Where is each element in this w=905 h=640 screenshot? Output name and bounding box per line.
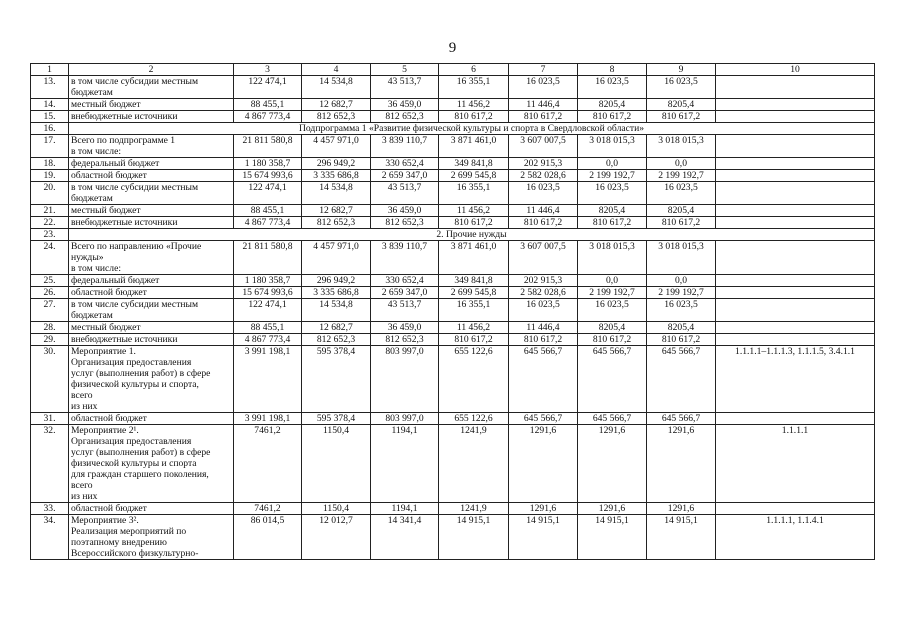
value-cell: 16 023,5 bbox=[509, 182, 578, 205]
target-indicators-cell bbox=[716, 299, 875, 322]
row-number: 33. bbox=[31, 503, 69, 515]
description-line: внебюджетные источники bbox=[71, 334, 178, 345]
description-line: областной бюджет bbox=[71, 413, 147, 424]
table-row bbox=[31, 229, 875, 241]
value-cell: 8205,4 bbox=[647, 205, 716, 217]
value-cell: 4 867 773,4 bbox=[234, 334, 302, 346]
value-cell: 0,0 bbox=[647, 158, 716, 170]
value-cell: 16 355,1 bbox=[439, 299, 509, 322]
value-cell: 1 180 358,7 bbox=[234, 275, 302, 287]
value-cell: 296 949,2 bbox=[302, 275, 371, 287]
budget-table bbox=[30, 63, 875, 560]
value-cell: 202 915,3 bbox=[509, 275, 578, 287]
row-number: 31. bbox=[31, 413, 69, 425]
table-body bbox=[31, 64, 875, 560]
value-cell: 12 682,7 bbox=[302, 205, 371, 217]
target-indicators-cell bbox=[716, 287, 875, 299]
table-row bbox=[31, 111, 875, 123]
value-cell: 1291,6 bbox=[647, 503, 716, 515]
row-number: 19. bbox=[31, 170, 69, 182]
value-cell: 43 513,7 bbox=[371, 182, 439, 205]
table-row bbox=[31, 158, 875, 170]
row-description bbox=[69, 299, 234, 322]
value-cell: 1291,6 bbox=[578, 503, 647, 515]
value-cell: 810 617,2 bbox=[509, 334, 578, 346]
value-cell: 3 018 015,3 bbox=[647, 135, 716, 158]
value-cell: 655 122,6 bbox=[439, 346, 509, 413]
value-cell: 3 839 110,7 bbox=[371, 241, 439, 275]
description-line: Мероприятие 1. bbox=[71, 346, 136, 357]
header-cell: 4 bbox=[302, 64, 371, 76]
header-cell: 7 bbox=[509, 64, 578, 76]
description-line: в том числе: bbox=[71, 146, 122, 157]
row-description bbox=[69, 76, 234, 99]
target-indicators-cell bbox=[716, 241, 875, 275]
description-line: всего bbox=[71, 480, 93, 491]
value-cell: 2 659 347,0 bbox=[371, 170, 439, 182]
value-cell: 21 811 580,8 bbox=[234, 241, 302, 275]
value-cell: 655 122,6 bbox=[439, 413, 509, 425]
description-line: из них bbox=[71, 491, 98, 502]
description-line: областной бюджет bbox=[71, 170, 147, 181]
row-description bbox=[69, 503, 234, 515]
value-cell: 1291,6 bbox=[578, 425, 647, 503]
value-cell: 645 566,7 bbox=[509, 346, 578, 413]
value-cell: 12 012,7 bbox=[302, 515, 371, 560]
target-indicators-cell bbox=[716, 135, 875, 158]
value-cell: 1194,1 bbox=[371, 425, 439, 503]
description-line: бюджетам bbox=[71, 193, 113, 204]
table-row bbox=[31, 170, 875, 182]
value-cell: 810 617,2 bbox=[439, 111, 509, 123]
row-description bbox=[69, 205, 234, 217]
value-cell: 14 341,4 bbox=[371, 515, 439, 560]
table-row bbox=[31, 334, 875, 346]
value-cell: 810 617,2 bbox=[509, 217, 578, 229]
value-cell: 3 335 686,8 bbox=[302, 170, 371, 182]
target-indicators-cell bbox=[716, 170, 875, 182]
value-cell: 122 474,1 bbox=[234, 299, 302, 322]
target-indicators-cell bbox=[716, 275, 875, 287]
description-line: поэтапному внедрению bbox=[71, 537, 167, 548]
value-cell: 16 023,5 bbox=[578, 76, 647, 99]
target-indicators-cell bbox=[716, 205, 875, 217]
value-cell: 810 617,2 bbox=[439, 217, 509, 229]
row-description bbox=[69, 158, 234, 170]
target-indicators-cell: 1.1.1.1–1.1.1.3, 1.1.1.5, 3.4.1.1 bbox=[716, 346, 875, 413]
description-line: для граждан старшего поколения, bbox=[71, 469, 209, 480]
value-cell: 595 378,4 bbox=[302, 346, 371, 413]
row-number: 18. bbox=[31, 158, 69, 170]
value-cell: 3 335 686,8 bbox=[302, 287, 371, 299]
value-cell: 122 474,1 bbox=[234, 76, 302, 99]
value-cell: 43 513,7 bbox=[371, 299, 439, 322]
target-indicators-cell bbox=[716, 503, 875, 515]
value-cell: 16 355,1 bbox=[439, 76, 509, 99]
description-line: внебюджетные источники bbox=[71, 111, 178, 122]
value-cell: 0,0 bbox=[578, 275, 647, 287]
description-line: Мероприятие 2¹. bbox=[71, 425, 139, 436]
row-number: 20. bbox=[31, 182, 69, 205]
value-cell: 645 566,7 bbox=[647, 413, 716, 425]
value-cell: 14 915,1 bbox=[647, 515, 716, 560]
value-cell: 0,0 bbox=[578, 158, 647, 170]
row-description bbox=[69, 241, 234, 275]
value-cell: 14 915,1 bbox=[578, 515, 647, 560]
value-cell: 810 617,2 bbox=[647, 217, 716, 229]
value-cell: 3 839 110,7 bbox=[371, 135, 439, 158]
value-cell: 296 949,2 bbox=[302, 158, 371, 170]
value-cell: 2 199 192,7 bbox=[647, 170, 716, 182]
value-cell: 36 459,0 bbox=[371, 205, 439, 217]
value-cell: 11 456,2 bbox=[439, 205, 509, 217]
value-cell: 3 991 198,1 bbox=[234, 346, 302, 413]
value-cell: 21 811 580,8 bbox=[234, 135, 302, 158]
value-cell: 3 871 461,0 bbox=[439, 241, 509, 275]
row-number: 34. bbox=[31, 515, 69, 560]
table-row bbox=[31, 322, 875, 334]
value-cell: 2 199 192,7 bbox=[578, 287, 647, 299]
value-cell: 11 446,4 bbox=[509, 322, 578, 334]
value-cell: 2 699 545,8 bbox=[439, 170, 509, 182]
value-cell: 812 652,3 bbox=[302, 217, 371, 229]
section-heading: Подпрограмма 1 «Развитие физической культуры и спорта в Свердловской области» bbox=[69, 123, 875, 135]
description-line: физической культуры и спорта, bbox=[71, 379, 199, 390]
table-row bbox=[31, 413, 875, 425]
value-cell: 14 534,8 bbox=[302, 299, 371, 322]
row-description bbox=[69, 217, 234, 229]
value-cell: 2 659 347,0 bbox=[371, 287, 439, 299]
value-cell: 16 355,1 bbox=[439, 182, 509, 205]
description-line: Всего по направлению «Прочие bbox=[71, 241, 202, 252]
value-cell: 11 446,4 bbox=[509, 205, 578, 217]
value-cell: 1241,9 bbox=[439, 425, 509, 503]
value-cell: 810 617,2 bbox=[647, 111, 716, 123]
value-cell: 14 534,8 bbox=[302, 182, 371, 205]
value-cell: 16 023,5 bbox=[509, 76, 578, 99]
value-cell: 1291,6 bbox=[509, 503, 578, 515]
table-row bbox=[31, 217, 875, 229]
header-cell: 2 bbox=[69, 64, 234, 76]
table-row bbox=[31, 135, 875, 158]
row-number: 32. bbox=[31, 425, 69, 503]
description-line: местный бюджет bbox=[71, 99, 141, 110]
description-line: Мероприятие 3². bbox=[71, 515, 139, 526]
table-row bbox=[31, 287, 875, 299]
value-cell: 3 871 461,0 bbox=[439, 135, 509, 158]
value-cell: 14 915,1 bbox=[509, 515, 578, 560]
value-cell: 15 674 993,6 bbox=[234, 287, 302, 299]
value-cell: 3 018 015,3 bbox=[578, 241, 647, 275]
value-cell: 1291,6 bbox=[509, 425, 578, 503]
value-cell: 36 459,0 bbox=[371, 322, 439, 334]
description-line: Всего по подпрограмме 1 bbox=[71, 135, 176, 146]
row-description bbox=[69, 413, 234, 425]
value-cell: 645 566,7 bbox=[647, 346, 716, 413]
row-number: 28. bbox=[31, 322, 69, 334]
value-cell: 7461,2 bbox=[234, 503, 302, 515]
description-line: бюджетам bbox=[71, 87, 113, 98]
table-header-row bbox=[31, 64, 875, 76]
value-cell: 810 617,2 bbox=[578, 334, 647, 346]
value-cell: 349 841,8 bbox=[439, 275, 509, 287]
table-row bbox=[31, 205, 875, 217]
description-line: Всероссийского физкультурно- bbox=[71, 548, 199, 559]
target-indicators-cell bbox=[716, 76, 875, 99]
row-description bbox=[69, 346, 234, 413]
description-line: Организация предоставления bbox=[71, 436, 192, 447]
value-cell: 645 566,7 bbox=[578, 346, 647, 413]
description-line: бюджетам bbox=[71, 310, 113, 321]
table-row bbox=[31, 182, 875, 205]
description-line: Организация предоставления bbox=[71, 357, 192, 368]
value-cell: 803 997,0 bbox=[371, 346, 439, 413]
value-cell: 14 534,8 bbox=[302, 76, 371, 99]
value-cell: 812 652,3 bbox=[371, 217, 439, 229]
row-description bbox=[69, 182, 234, 205]
row-number: 30. bbox=[31, 346, 69, 413]
description-line: в том числе: bbox=[71, 263, 122, 274]
value-cell: 2 582 028,6 bbox=[509, 170, 578, 182]
value-cell: 810 617,2 bbox=[439, 334, 509, 346]
row-description bbox=[69, 322, 234, 334]
table-row bbox=[31, 99, 875, 111]
value-cell: 11 456,2 bbox=[439, 99, 509, 111]
row-description bbox=[69, 135, 234, 158]
value-cell: 812 652,3 bbox=[302, 111, 371, 123]
value-cell: 122 474,1 bbox=[234, 182, 302, 205]
value-cell: 202 915,3 bbox=[509, 158, 578, 170]
value-cell: 803 997,0 bbox=[371, 413, 439, 425]
value-cell: 16 023,5 bbox=[647, 299, 716, 322]
row-number: 21. bbox=[31, 205, 69, 217]
table-row bbox=[31, 299, 875, 322]
value-cell: 4 457 971,0 bbox=[302, 241, 371, 275]
value-cell: 8205,4 bbox=[578, 205, 647, 217]
target-indicators-cell: 1.1.1.1, 1.1.4.1 bbox=[716, 515, 875, 560]
value-cell: 3 018 015,3 bbox=[578, 135, 647, 158]
row-number: 22. bbox=[31, 217, 69, 229]
value-cell: 7461,2 bbox=[234, 425, 302, 503]
row-number: 13. bbox=[31, 76, 69, 99]
description-line: в том числе субсидии местным bbox=[71, 182, 199, 193]
value-cell: 16 023,5 bbox=[578, 182, 647, 205]
target-indicators-cell bbox=[716, 334, 875, 346]
value-cell: 8205,4 bbox=[647, 322, 716, 334]
row-number: 27. bbox=[31, 299, 69, 322]
header-cell: 1 bbox=[31, 64, 69, 76]
header-cell: 6 bbox=[439, 64, 509, 76]
value-cell: 330 652,4 bbox=[371, 275, 439, 287]
description-line: в том числе субсидии местным bbox=[71, 76, 199, 87]
value-cell: 3 607 007,5 bbox=[509, 135, 578, 158]
table-row bbox=[31, 515, 875, 560]
description-line: услуг (выполнения работ) в сфере bbox=[71, 368, 211, 379]
value-cell: 1 180 358,7 bbox=[234, 158, 302, 170]
description-line: физической культуры и спорта bbox=[71, 458, 197, 469]
value-cell: 810 617,2 bbox=[509, 111, 578, 123]
row-number: 24. bbox=[31, 241, 69, 275]
value-cell: 2 199 192,7 bbox=[578, 170, 647, 182]
description-line: из них bbox=[71, 401, 98, 412]
value-cell: 2 199 192,7 bbox=[647, 287, 716, 299]
value-cell: 86 014,5 bbox=[234, 515, 302, 560]
value-cell: 4 457 971,0 bbox=[302, 135, 371, 158]
target-indicators-cell: 1.1.1.1 bbox=[716, 425, 875, 503]
header-cell: 9 bbox=[647, 64, 716, 76]
value-cell: 2 699 545,8 bbox=[439, 287, 509, 299]
header-cell: 8 bbox=[578, 64, 647, 76]
row-number: 17. bbox=[31, 135, 69, 158]
row-number: 23. bbox=[31, 229, 69, 241]
value-cell: 810 617,2 bbox=[647, 334, 716, 346]
row-number: 14. bbox=[31, 99, 69, 111]
description-line: областной бюджет bbox=[71, 287, 147, 298]
row-number: 16. bbox=[31, 123, 69, 135]
target-indicators-cell bbox=[716, 217, 875, 229]
description-line: внебюджетные источники bbox=[71, 217, 178, 228]
target-indicators-cell bbox=[716, 111, 875, 123]
value-cell: 12 682,7 bbox=[302, 99, 371, 111]
value-cell: 3 607 007,5 bbox=[509, 241, 578, 275]
value-cell: 36 459,0 bbox=[371, 99, 439, 111]
table-row bbox=[31, 346, 875, 413]
value-cell: 1241,9 bbox=[439, 503, 509, 515]
value-cell: 16 023,5 bbox=[647, 182, 716, 205]
target-indicators-cell bbox=[716, 322, 875, 334]
row-number: 15. bbox=[31, 111, 69, 123]
description-line: федеральный бюджет bbox=[71, 275, 160, 286]
description-line: областной бюджет bbox=[71, 503, 147, 514]
value-cell: 16 023,5 bbox=[509, 299, 578, 322]
value-cell: 645 566,7 bbox=[509, 413, 578, 425]
value-cell: 1150,4 bbox=[302, 425, 371, 503]
description-line: всего bbox=[71, 390, 93, 401]
value-cell: 8205,4 bbox=[647, 99, 716, 111]
value-cell: 43 513,7 bbox=[371, 76, 439, 99]
value-cell: 330 652,4 bbox=[371, 158, 439, 170]
target-indicators-cell bbox=[716, 99, 875, 111]
value-cell: 810 617,2 bbox=[578, 111, 647, 123]
description-line: нужды» bbox=[71, 252, 104, 263]
row-description bbox=[69, 287, 234, 299]
value-cell: 14 915,1 bbox=[439, 515, 509, 560]
value-cell: 349 841,8 bbox=[439, 158, 509, 170]
value-cell: 12 682,7 bbox=[302, 322, 371, 334]
row-description bbox=[69, 275, 234, 287]
table-row bbox=[31, 123, 875, 135]
table-row bbox=[31, 241, 875, 275]
value-cell: 3 991 198,1 bbox=[234, 413, 302, 425]
table-row bbox=[31, 503, 875, 515]
target-indicators-cell bbox=[716, 158, 875, 170]
header-cell: 3 bbox=[234, 64, 302, 76]
row-description bbox=[69, 425, 234, 503]
value-cell: 812 652,3 bbox=[371, 111, 439, 123]
table-row bbox=[31, 76, 875, 99]
value-cell: 2 582 028,6 bbox=[509, 287, 578, 299]
value-cell: 810 617,2 bbox=[578, 217, 647, 229]
row-number: 26. bbox=[31, 287, 69, 299]
value-cell: 4 867 773,4 bbox=[234, 111, 302, 123]
description-line: федеральный бюджет bbox=[71, 158, 160, 169]
table-row bbox=[31, 425, 875, 503]
section-heading: 2. Прочие нужды bbox=[69, 229, 875, 241]
value-cell: 0,0 bbox=[647, 275, 716, 287]
row-description bbox=[69, 334, 234, 346]
value-cell: 4 867 773,4 bbox=[234, 217, 302, 229]
value-cell: 88 455,1 bbox=[234, 205, 302, 217]
target-indicators-cell bbox=[716, 182, 875, 205]
row-description bbox=[69, 111, 234, 123]
value-cell: 11 446,4 bbox=[509, 99, 578, 111]
value-cell: 8205,4 bbox=[578, 99, 647, 111]
description-line: местный бюджет bbox=[71, 322, 141, 333]
row-number: 25. bbox=[31, 275, 69, 287]
value-cell: 15 674 993,6 bbox=[234, 170, 302, 182]
value-cell: 16 023,5 bbox=[578, 299, 647, 322]
header-cell: 10 bbox=[716, 64, 875, 76]
table-row bbox=[31, 275, 875, 287]
value-cell: 812 652,3 bbox=[371, 334, 439, 346]
value-cell: 8205,4 bbox=[578, 322, 647, 334]
row-description bbox=[69, 515, 234, 560]
value-cell: 1150,4 bbox=[302, 503, 371, 515]
value-cell: 16 023,5 bbox=[647, 76, 716, 99]
description-line: местный бюджет bbox=[71, 205, 141, 216]
row-number: 29. bbox=[31, 334, 69, 346]
value-cell: 88 455,1 bbox=[234, 322, 302, 334]
value-cell: 88 455,1 bbox=[234, 99, 302, 111]
value-cell: 645 566,7 bbox=[578, 413, 647, 425]
description-line: услуг (выполнения работ) в сфере bbox=[71, 447, 211, 458]
page-number: 9 bbox=[448, 40, 457, 56]
value-cell: 1291,6 bbox=[647, 425, 716, 503]
description-line: Реализация мероприятий по bbox=[71, 526, 187, 537]
value-cell: 1194,1 bbox=[371, 503, 439, 515]
row-description bbox=[69, 170, 234, 182]
value-cell: 812 652,3 bbox=[302, 334, 371, 346]
target-indicators-cell bbox=[716, 413, 875, 425]
description-line: в том числе субсидии местным bbox=[71, 299, 199, 310]
value-cell: 595 378,4 bbox=[302, 413, 371, 425]
header-cell: 5 bbox=[371, 64, 439, 76]
value-cell: 3 018 015,3 bbox=[647, 241, 716, 275]
row-description bbox=[69, 99, 234, 111]
value-cell: 11 456,2 bbox=[439, 322, 509, 334]
